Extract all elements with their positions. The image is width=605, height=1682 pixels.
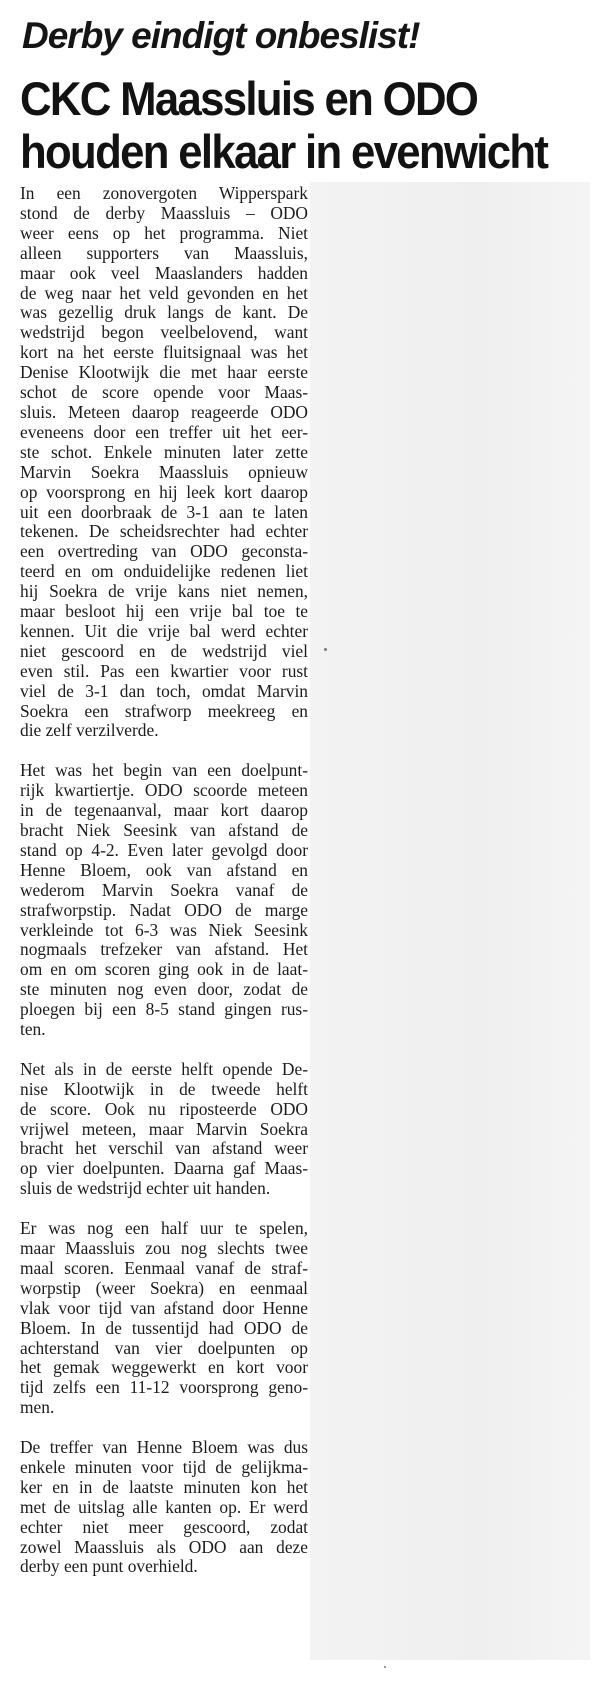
article-line: nise Klootwijk in de tweede helft	[20, 1078, 308, 1099]
article-line: In een zonovergoten Wipperspark	[20, 183, 308, 203]
article-line: kennen. Uit die vrije bal werd echter	[20, 620, 308, 641]
article-line: maar Maassluis zou nog slechts twee	[20, 1237, 308, 1258]
article-line: wederom Marvin Soekra vanaf de	[20, 879, 308, 900]
article-line: uit een doorbraak de 3-1 aan te laten	[20, 501, 308, 522]
article-line: teerd en om onduidelijke redenen liet	[20, 561, 308, 582]
article-line: vlak voor tijd van afstand door Henne	[20, 1297, 308, 1318]
article-line: de weg naar het veld gevonden en het	[20, 282, 308, 303]
adjacent-column-bleed	[310, 0, 590, 1660]
article-line: stond de derby Maassluis – ODO	[20, 202, 308, 223]
article-line: sluis de wedstrijd echter uit handen.	[20, 1178, 271, 1199]
article-line: sluis. Meteen daarop reageerde ODO	[20, 401, 308, 422]
article-line: men.	[20, 1397, 55, 1418]
article-line: weer eens op het programma. Niet	[20, 222, 308, 243]
article-line: verkleinde tot 6-3 was Niek Seesink	[20, 919, 308, 940]
page-margin	[590, 0, 605, 1682]
article-line: tekenen. De scheidsrechter had echter	[20, 521, 308, 542]
article-line: ploegen bij een 8-5 stand gingen rus-	[20, 999, 308, 1020]
article-line: zowel Maassluis als ODO aan deze	[20, 1536, 308, 1557]
article-line: Het was het begin van een doelpunt-	[20, 760, 308, 781]
article-line: echter niet meer gescoord, zodat	[20, 1516, 308, 1537]
article-paragraph	[20, 184, 308, 741]
article-line: Marvin Soekra Maassluis opnieuw	[20, 461, 308, 482]
article-line: De treffer van Henne Bloem was dus	[20, 1437, 308, 1458]
article-line: met de uitslag alle kanten op. Er werd	[20, 1496, 308, 1517]
article-line: Henne Bloem, ook van afstand en	[20, 859, 308, 880]
article-line: ste minuten nog even door, zodat de	[20, 979, 308, 1000]
article-line: ste schot. Enkele minuten later zette	[20, 441, 308, 462]
article-line: hij Soekra de vrije kans niet nemen,	[20, 581, 308, 602]
article-line: een overtreding van ODO geconsta-	[20, 541, 308, 562]
article-paragraph	[20, 1219, 308, 1418]
article-paragraph	[20, 1060, 308, 1199]
article-line: maal scoren. Eenmaal vanaf de straf-	[20, 1257, 308, 1278]
headline-line: CKC Maassluis en ODO	[20, 72, 478, 125]
article-line: Er was nog een half uur te spelen,	[20, 1218, 308, 1239]
article-line: bracht Niek Seesink van afstand de	[20, 819, 308, 840]
article-paragraph	[20, 1438, 308, 1577]
article-line: die zelf verzilverde.	[20, 720, 159, 741]
print-speck	[324, 648, 327, 651]
article-line: in de tegenaanval, maar kort daarop	[20, 800, 308, 821]
article-line: ten.	[20, 1019, 46, 1040]
article-line: schot de score opende voor Maas-	[20, 382, 308, 403]
article-line: maar besloot hij een vrije bal toe te	[20, 601, 308, 622]
article-line: bracht het verschil van afstand weer	[20, 1138, 308, 1159]
article-line: niet gescoord en de wedstrijd viel	[20, 640, 308, 661]
article-line: vrijwel meteen, maar Marvin Soekra	[20, 1118, 308, 1139]
article-line: alleen supporters van Maassluis,	[20, 242, 308, 263]
article-line: kort na het eerste fluitsignaal was het	[20, 342, 308, 363]
article-line: maar ook veel Maaslanders hadden	[20, 262, 308, 283]
article-line: strafworpstip. Nadat ODO de marge	[20, 899, 308, 920]
article-line: even stil. Pas een kwartier voor rust	[20, 660, 308, 681]
article-line: eveneens door een treffer uit het eer-	[20, 421, 308, 442]
article-line: Soekra een strafworp meekreeg en	[20, 700, 308, 721]
article-line: de score. Ook nu riposteerde ODO	[20, 1098, 308, 1119]
article-line: om en om scoren ging ook in de laat-	[20, 959, 308, 980]
article-line: Denise Klootwijk die met haar eerste	[20, 362, 308, 383]
article-line: wedstrijd begon veelbelovend, want	[20, 322, 308, 343]
article-body	[20, 184, 308, 1597]
article-line: tijd zelfs een 11-12 voorsprong geno-	[20, 1377, 308, 1398]
print-speck	[384, 1666, 386, 1668]
headline-line: houden elkaar in evenwicht	[20, 125, 548, 178]
article-line: rijk kwartiertje. ODO scoorde meteen	[20, 780, 308, 801]
article-line: was gezellig druk langs de kant. De	[20, 302, 308, 323]
article-line: enkele minuten voor tijd de gelijkma-	[20, 1456, 308, 1477]
article-line: Bloem. In de tussentijd had ODO de	[20, 1317, 308, 1338]
article-paragraph	[20, 761, 308, 1040]
article-line: stand op 4-2. Even later gevolgd door	[20, 839, 308, 860]
article-line: nogmaals trefzeker van afstand. Het	[20, 939, 308, 960]
article-line: derby een punt overhield.	[20, 1556, 198, 1577]
article-line: Net als in de eerste helft opende De-	[20, 1058, 308, 1079]
article-line: worpstip (weer Soekra) en eenmaal	[20, 1277, 308, 1298]
article-line: achterstand van vier doelpunten op	[20, 1337, 308, 1358]
article-line: op vier doelpunten. Daarna gaf Maas-	[20, 1158, 308, 1179]
article-line: ker en in de laatste minuten kon het	[20, 1476, 308, 1497]
article-headline	[20, 72, 550, 178]
article-line: viel de 3-1 dan toch, omdat Marvin	[20, 680, 308, 701]
article-line: het gemak weggewerkt en kort voor	[20, 1357, 308, 1378]
article-line: op voorsprong en hij leek kort daarop	[20, 481, 308, 502]
article-kicker: Derby eindigt onbeslist!	[22, 15, 420, 56]
